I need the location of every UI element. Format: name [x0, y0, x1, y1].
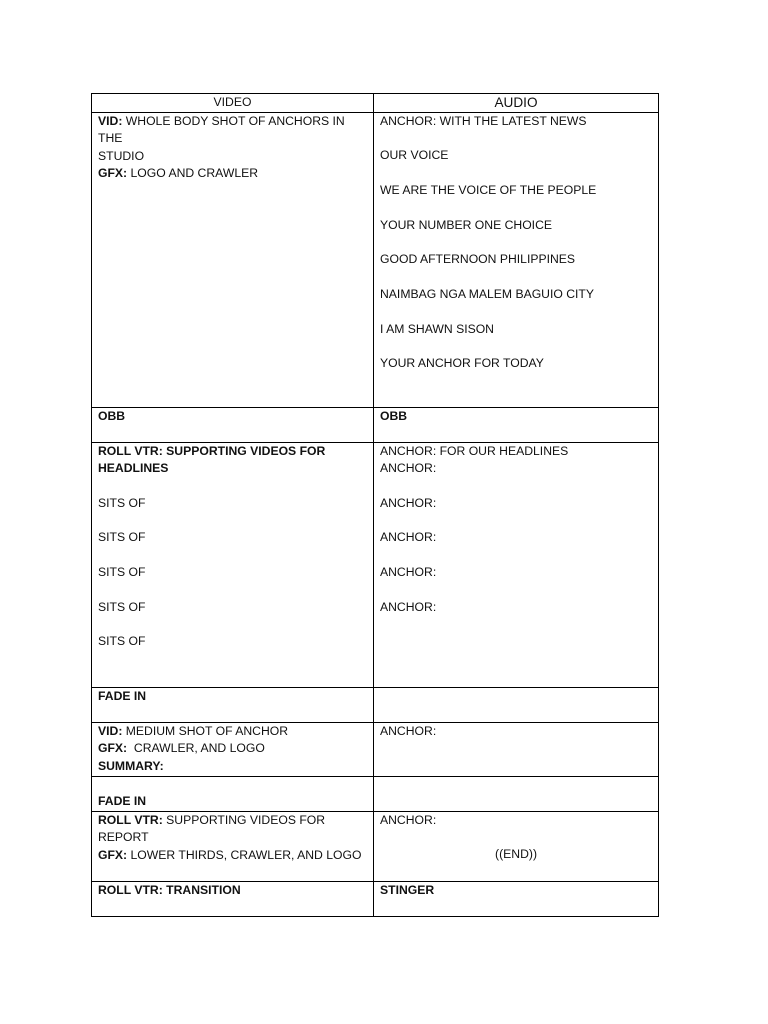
audio-line: YOUR NUMBER ONE CHOICE — [380, 217, 552, 232]
audio-label: STINGER — [380, 882, 435, 897]
video-label: GFX: — [98, 847, 128, 862]
video-label: FADE IN — [98, 688, 147, 703]
audio-line: YOUR ANCHOR FOR TODAY — [380, 356, 544, 371]
video-cell — [92, 112, 374, 407]
audio-line: ANCHOR: — [380, 565, 437, 580]
table-row — [92, 442, 659, 687]
table-row — [92, 881, 659, 916]
video-label: VID: — [98, 723, 123, 738]
audio-line: ANCHOR: — [380, 495, 437, 510]
table-row — [92, 811, 659, 881]
video-line: SITS OF — [98, 565, 146, 580]
audio-column-header: AUDIO — [374, 94, 659, 113]
video-label: ROLL VTR: — [98, 812, 163, 827]
audio-line: WE ARE THE VOICE OF THE PEOPLE — [380, 182, 597, 197]
audio-line: OUR VOICE — [380, 148, 449, 163]
table-row — [92, 112, 659, 407]
video-cell — [92, 776, 374, 811]
video-cell — [92, 811, 374, 881]
video-label: GFX: — [98, 166, 128, 180]
video-line — [98, 758, 367, 776]
end-marker: ((END)) — [495, 847, 537, 862]
video-text: MEDIUM SHOT OF ANCHOR — [122, 723, 289, 738]
video-cell — [92, 442, 374, 687]
video-label: ROLL VTR: SUPPORTING VIDEOS FOR — [98, 443, 326, 458]
video-cell — [92, 407, 374, 442]
audio-cell — [374, 722, 659, 776]
audio-cell — [374, 442, 659, 687]
video-cell — [92, 687, 374, 722]
audio-cell — [374, 881, 659, 916]
audio-cell — [374, 407, 659, 442]
script-table — [91, 93, 659, 917]
video-label: VID: — [98, 113, 123, 128]
audio-cell — [374, 776, 659, 811]
header-row — [92, 94, 659, 113]
video-label: SUMMARY: — [98, 758, 164, 773]
audio-line: ANCHOR: — [380, 812, 437, 827]
video-label: GFX: — [98, 741, 128, 755]
video-label: HEADLINES — [98, 461, 169, 475]
audio-line: ANCHOR: — [380, 599, 437, 614]
video-line — [98, 812, 367, 847]
table-row — [92, 776, 659, 811]
video-line — [98, 148, 367, 166]
video-label: FADE IN — [98, 794, 147, 808]
audio-line: ANCHOR: FOR OUR HEADLINES — [380, 443, 569, 458]
video-label: OBB — [98, 408, 126, 423]
video-line — [98, 165, 367, 183]
video-cell — [92, 881, 374, 916]
video-line: SITS OF — [98, 495, 146, 510]
video-line — [98, 113, 367, 148]
video-line: SITS OF — [98, 599, 146, 614]
video-text: LOWER THIRDS, CRAWLER, AND LOGO — [127, 847, 362, 862]
audio-line: NAIMBAG NGA MALEM BAGUIO CITY — [380, 286, 594, 301]
audio-cell — [374, 112, 659, 407]
table-row — [92, 407, 659, 442]
video-line: SITS OF — [98, 530, 146, 545]
audio-line: ANCHOR: — [380, 530, 437, 545]
audio-line: ANCHOR: WITH THE LATEST NEWS — [380, 113, 587, 128]
video-column-header: VIDEO — [92, 94, 374, 113]
table-row — [92, 722, 659, 776]
audio-line: ANCHOR: — [380, 461, 437, 475]
video-line — [98, 740, 367, 758]
video-line — [98, 847, 367, 865]
audio-cell — [374, 687, 659, 722]
video-cell — [92, 722, 374, 776]
table-row — [92, 687, 659, 722]
video-text: STUDIO — [98, 148, 145, 163]
audio-line: GOOD AFTERNOON PHILIPPINES — [380, 252, 576, 267]
audio-label: OBB — [380, 408, 408, 423]
video-label: ROLL VTR: TRANSITION — [98, 882, 241, 897]
audio-cell — [374, 811, 659, 881]
video-text: WHOLE BODY SHOT OF ANCHORS IN THE — [98, 113, 345, 145]
video-line — [98, 723, 367, 741]
video-line: SITS OF — [98, 634, 146, 649]
audio-line: I AM SHAWN SISON — [380, 321, 494, 336]
video-text: LOGO AND CRAWLER — [127, 166, 259, 180]
video-text: SUPPORTING VIDEOS FOR REPORT — [98, 812, 326, 844]
audio-line: ANCHOR: — [380, 723, 437, 738]
video-text: CRAWLER, AND LOGO — [127, 741, 265, 755]
